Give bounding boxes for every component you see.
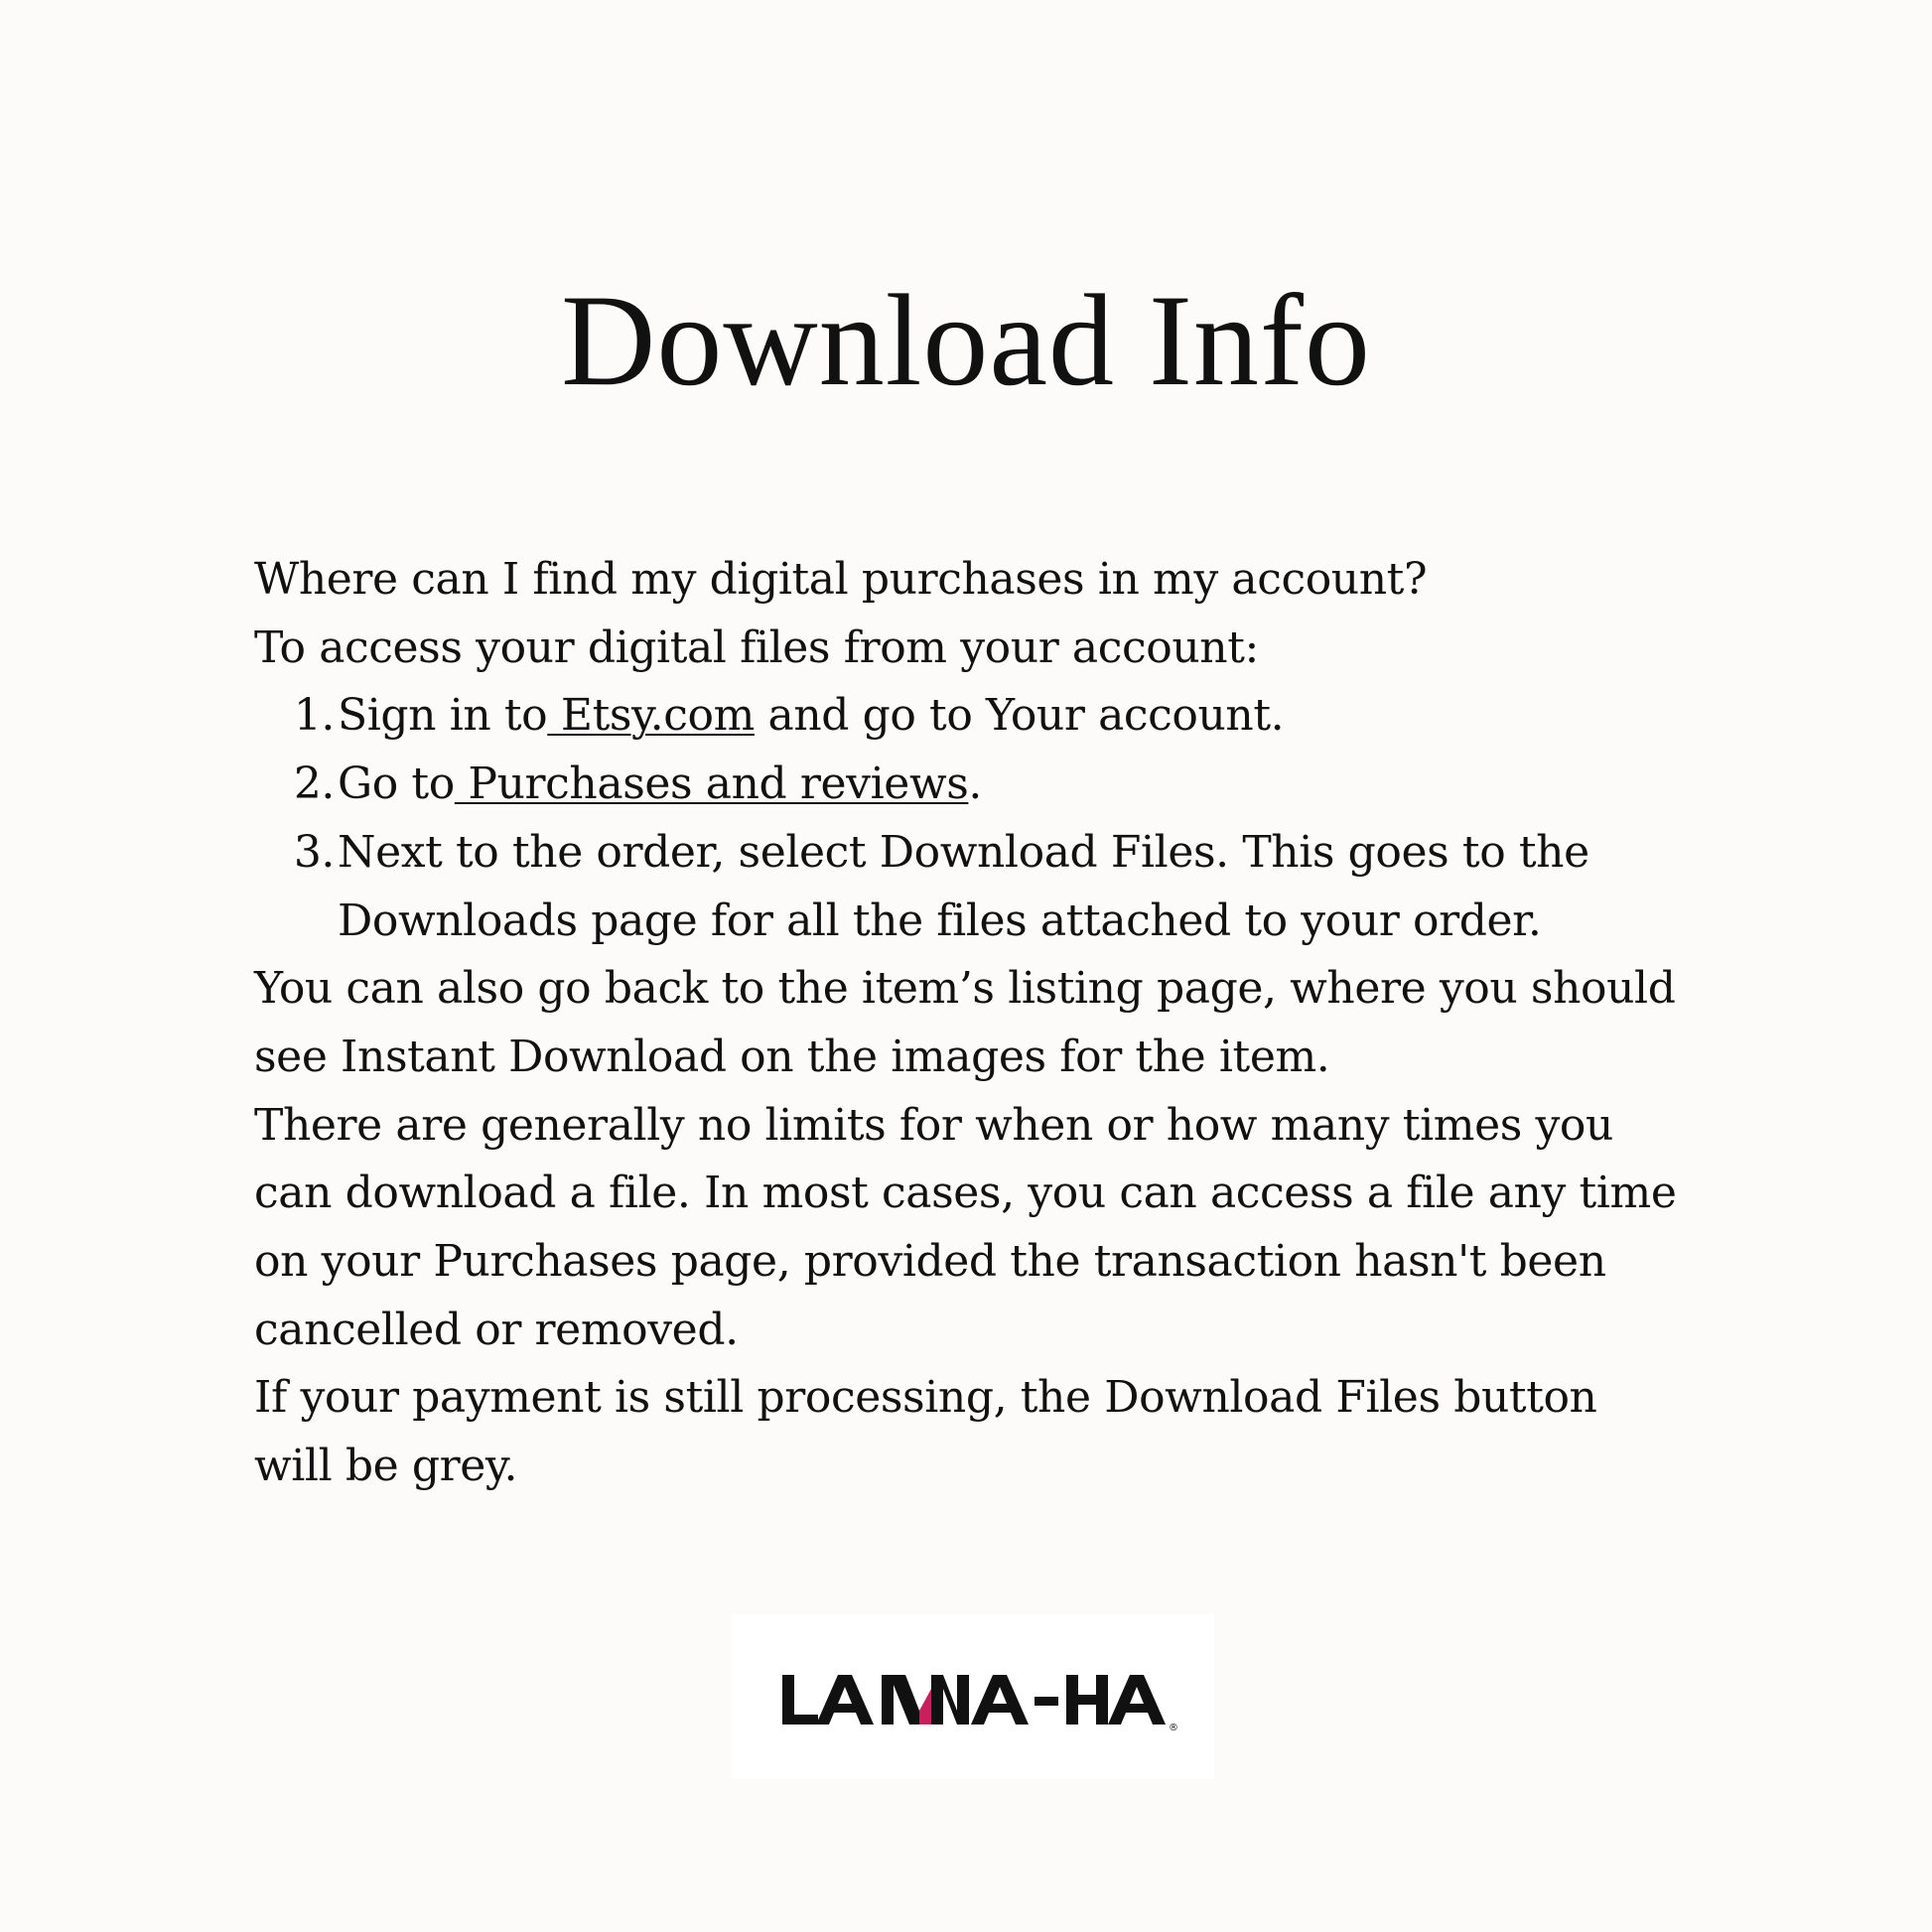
trademark-symbol: ® [1169, 1723, 1178, 1733]
step-text-before: Sign in to [338, 690, 548, 742]
step-number: 3. [293, 826, 335, 878]
purchases-and-reviews-link[interactable]: Purchases and reviews [454, 759, 969, 810]
step-text-before: Go to [338, 759, 455, 810]
payment-processing-paragraph: If your payment is still processing, the Download Files button will be grey. [254, 1372, 1597, 1492]
step-text [338, 751, 1684, 819]
step-text: Next to the order, select Download Files. This goes to the Downloads page for all the files attached to your order. [338, 826, 1589, 946]
etsy-link[interactable]: Etsy.com [547, 690, 755, 742]
step-number: 1. [293, 690, 335, 742]
step-text-after: and go to Your account. [754, 690, 1285, 742]
step-number: 2. [293, 759, 335, 810]
lanna-ha-logo [778, 1667, 1178, 1736]
intro-question: Where can I find my digital purchases in my account? [254, 554, 1428, 605]
intro-lead: To access your digital files from your account: [254, 621, 1259, 673]
page-title: Download Info [561, 267, 1371, 413]
steps-list [254, 682, 1684, 955]
listing-page-paragraph: You can also go back to the item’s listing page, where you should see Instant Download on the images for the item. [254, 963, 1676, 1082]
step-2 [254, 751, 1684, 819]
download-limits-paragraph: There are generally no limits for when or how many times you can download a file. In most cases, you can access a file any time on your Purchases page, provided the transaction hasn't been cancelled or removed. [254, 1099, 1677, 1355]
brand-logo-box [732, 1614, 1214, 1779]
download-info-body [254, 546, 1684, 1501]
step-1 [254, 682, 1684, 751]
step-3 [254, 819, 1684, 955]
step-text-after: . [968, 759, 982, 810]
step-text [338, 682, 1684, 751]
